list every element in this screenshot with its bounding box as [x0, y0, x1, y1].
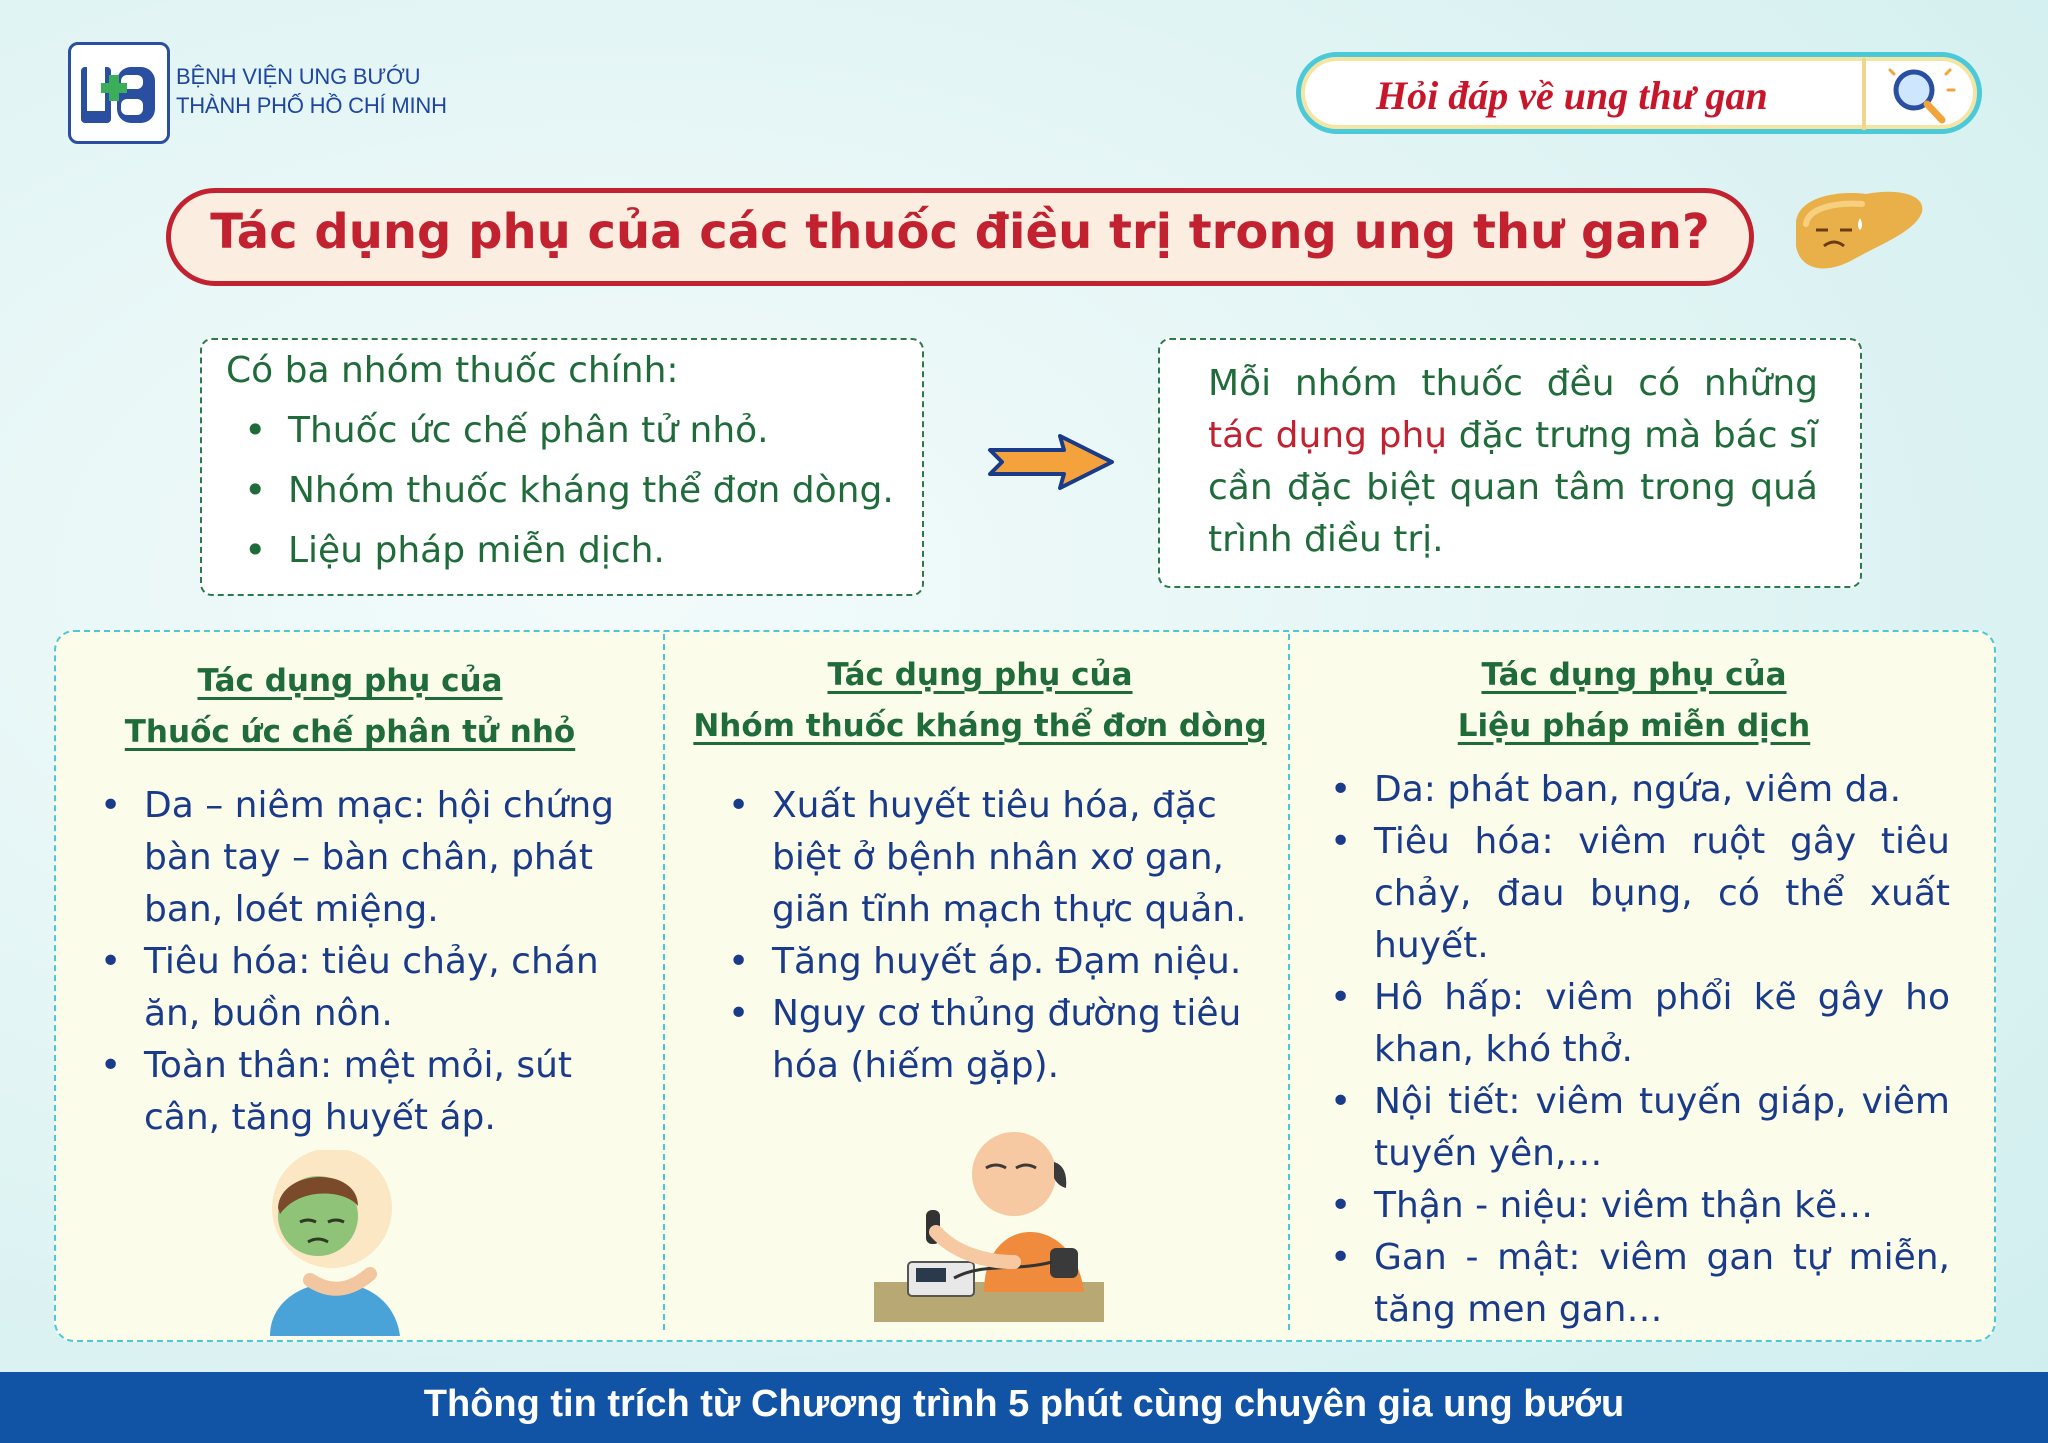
list-item: • Nội tiết: viêm tuyến giáp, viêm tuyến yên,… [1328, 1076, 1950, 1180]
sick-liver-icon [1786, 184, 1932, 284]
list-item: • Da: phát ban, ngứa, viêm da. [1328, 764, 1950, 816]
list-item: • Toàn thân: mệt mỏi, sút cân, tăng huyết áp. [98, 1040, 618, 1144]
column-heading-line1: Tác dụng phụ của [197, 663, 503, 699]
note-highlight: tác dụng phụ [1208, 415, 1448, 456]
note-text [1208, 358, 1818, 566]
list-item: • Nguy cơ thủng đường tiêu hóa (hiếm gặp). [726, 988, 1256, 1092]
list-item: • Tăng huyết áp. Đạm niệu. [726, 936, 1256, 988]
qa-label: Hỏi đáp về ung thư gan [1376, 73, 1768, 118]
list-item: • Liệu pháp miễn dịch. [244, 530, 894, 590]
column-heading-small-molecule [76, 656, 624, 758]
immunotherapy-effects [1328, 764, 1950, 1336]
column-divider [1288, 634, 1290, 1330]
monoclonal-effects [726, 780, 1256, 1092]
hospital-name-line2: THÀNH PHỐ HỒ CHÍ MINH [176, 93, 447, 118]
hospital-logo [68, 42, 170, 144]
drug-groups-heading: Có ba nhóm thuốc chính: [226, 350, 679, 391]
column-heading-line1: Tác dụng phụ của [1481, 657, 1787, 693]
column-heading-line1: Tác dụng phụ của [827, 657, 1133, 693]
small-molecule-effects [98, 780, 618, 1144]
list-item: • Nhóm thuốc kháng thể đơn dòng. [244, 470, 894, 530]
blood-pressure-patient-illustration [874, 1112, 1104, 1322]
hospital-name-line1: BỆNH VIỆN UNG BƯỚU [176, 64, 421, 89]
list-item: • Thuốc ức chế phân tử nhỏ. [244, 410, 894, 470]
column-heading-monoclonal [690, 650, 1270, 752]
drug-groups-list [244, 410, 894, 590]
column-heading-line2: Liệu pháp miễn dịch [1457, 708, 1811, 744]
note-text-part2: đặc trưng mà bác sĩ cần đặc biệt quan tâm trong quá trình điều trị. [1208, 415, 1818, 560]
note-text-part1: Mỗi nhóm thuốc đều có những [1208, 363, 1818, 404]
qa-divider [1862, 58, 1866, 130]
arrow-right-icon [986, 432, 1118, 492]
list-item: • Da – niêm mạc: hội chứng bàn tay – bàn chân, phát ban, loét miệng. [98, 780, 618, 936]
column-heading-line2: Thuốc ức chế phân tử nhỏ [124, 714, 576, 750]
page-title: Tác dụng phụ của các thuốc điều trị trong ung thư gan? [210, 204, 1710, 260]
hospital-name [176, 62, 447, 120]
column-heading-line2: Nhóm thuốc kháng thể đơn dòng [693, 708, 1267, 744]
list-item: • Hô hấp: viêm phổi kẽ gây ho khan, khó thở. [1328, 972, 1950, 1076]
magnifier-icon [1876, 60, 1962, 130]
list-item: • Thận - niệu: viêm thận kẽ… [1328, 1180, 1950, 1232]
sick-person-illustration [240, 1150, 420, 1336]
column-divider [663, 634, 665, 1330]
footer-text: Thông tin trích từ Chương trình 5 phút cùng chuyên gia ung bướu [423, 1383, 1625, 1425]
list-item: • Gan - mật: viêm gan tự miễn, tăng men gan… [1328, 1232, 1950, 1336]
list-item: • Tiêu hóa: tiêu chảy, chán ăn, buồn nôn. [98, 936, 618, 1040]
list-item: • Tiêu hóa: viêm ruột gây tiêu chảy, đau bụng, có thể xuất huyết. [1328, 816, 1950, 972]
column-heading-immunotherapy [1312, 650, 1956, 752]
list-item: • Xuất huyết tiêu hóa, đặc biệt ở bệnh nhân xơ gan, giãn tĩnh mạch thực quản. [726, 780, 1256, 936]
